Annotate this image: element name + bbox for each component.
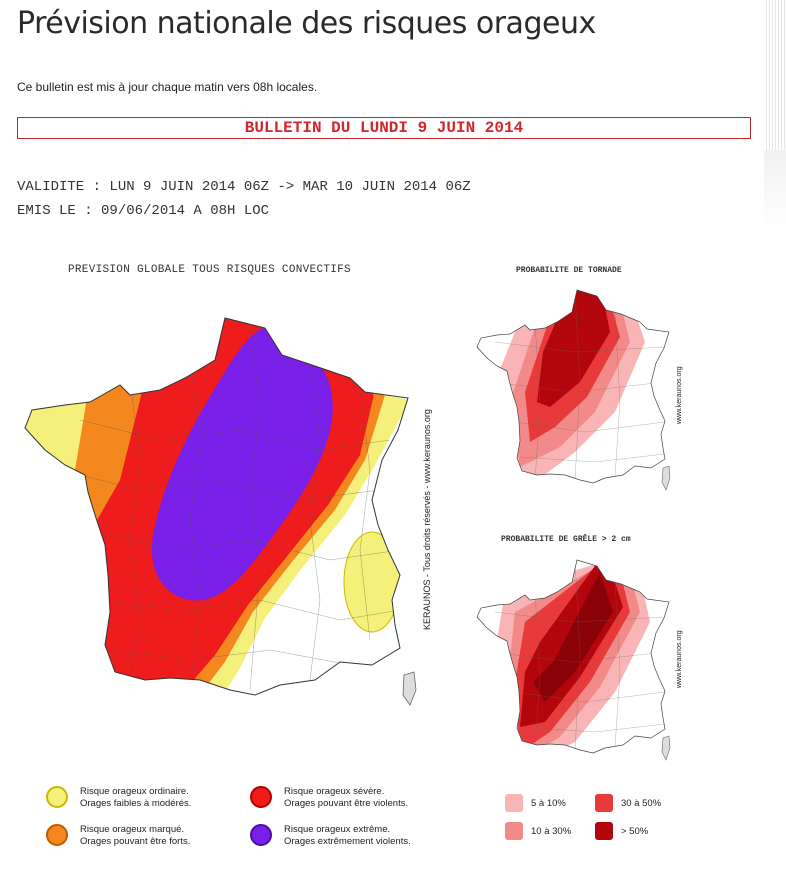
validity-line: VALIDITE : LUN 9 JUIN 2014 06Z -> MAR 10 JUIN 2014 06Z [17, 179, 471, 195]
legend-sub: Orages pouvant être forts. [80, 836, 191, 847]
hail-map-credit: www.keraunos.org [676, 630, 683, 688]
page-title: Prévision nationale des risques orageux [17, 6, 596, 41]
page-edge-decoration [764, 0, 786, 150]
main-map-credit: KERAUNOS - Tous droits réservés - www.keraunos.org [422, 409, 432, 630]
legend-label: Risque orageux sévère. [284, 786, 385, 797]
legend-label: Risque orageux extrême. [284, 824, 391, 835]
prob-legend-30-50 [595, 794, 661, 812]
legend-swatch-purple [250, 824, 272, 846]
prob-label: 5 à 10% [531, 797, 566, 809]
prob-legend-5-10 [505, 794, 566, 812]
intro-text: Ce bulletin est mis à jour chaque matin vers 08h locales. [17, 80, 318, 94]
legend-sub: Orages extrêmement violents. [284, 836, 411, 847]
legend-label: Risque orageux ordinaire. [80, 786, 189, 797]
legend-item-marked [46, 824, 190, 848]
prob-label: 10 à 30% [531, 825, 572, 837]
legend-swatch-orange [46, 824, 68, 846]
main-map-title: PREVISION GLOBALE TOUS RISQUES CONVECTIFS [68, 264, 351, 276]
legend-label: Risque orageux marqué. [80, 824, 185, 835]
prob-legend-10-30 [505, 822, 571, 840]
prob-swatch [595, 822, 613, 840]
page-edge-fade [764, 150, 786, 230]
main-risk-map [20, 300, 420, 710]
hail-probability-map [475, 552, 675, 766]
hail-map-title: PROBABILITE DE GRÊLE > 2 cm [501, 535, 631, 544]
prob-swatch [595, 794, 613, 812]
legend-sub: Orages pouvant être violents. [284, 798, 409, 809]
legend-item-severe [250, 786, 408, 810]
issued-line: EMIS LE : 09/06/2014 A 08H LOC [17, 203, 270, 219]
bulletin-header: BULLETIN DU LUNDI 9 JUIN 2014 [17, 117, 751, 139]
legend-sub: Orages faibles à modérés. [80, 798, 192, 809]
legend-item-ordinary [46, 786, 191, 810]
legend-swatch-yellow [46, 786, 68, 808]
legend-item-extreme [250, 824, 411, 848]
tornado-map-title: PROBABILITE DE TORNADE [516, 266, 622, 275]
prob-swatch [505, 794, 523, 812]
prob-legend-over-50 [595, 822, 648, 840]
tornado-map-credit: www.keraunos.org [676, 366, 683, 424]
prob-swatch [505, 822, 523, 840]
prob-label: > 50% [621, 825, 649, 837]
prob-label: 30 à 50% [621, 797, 662, 809]
tornado-probability-map [475, 282, 675, 496]
legend-swatch-red [250, 786, 272, 808]
